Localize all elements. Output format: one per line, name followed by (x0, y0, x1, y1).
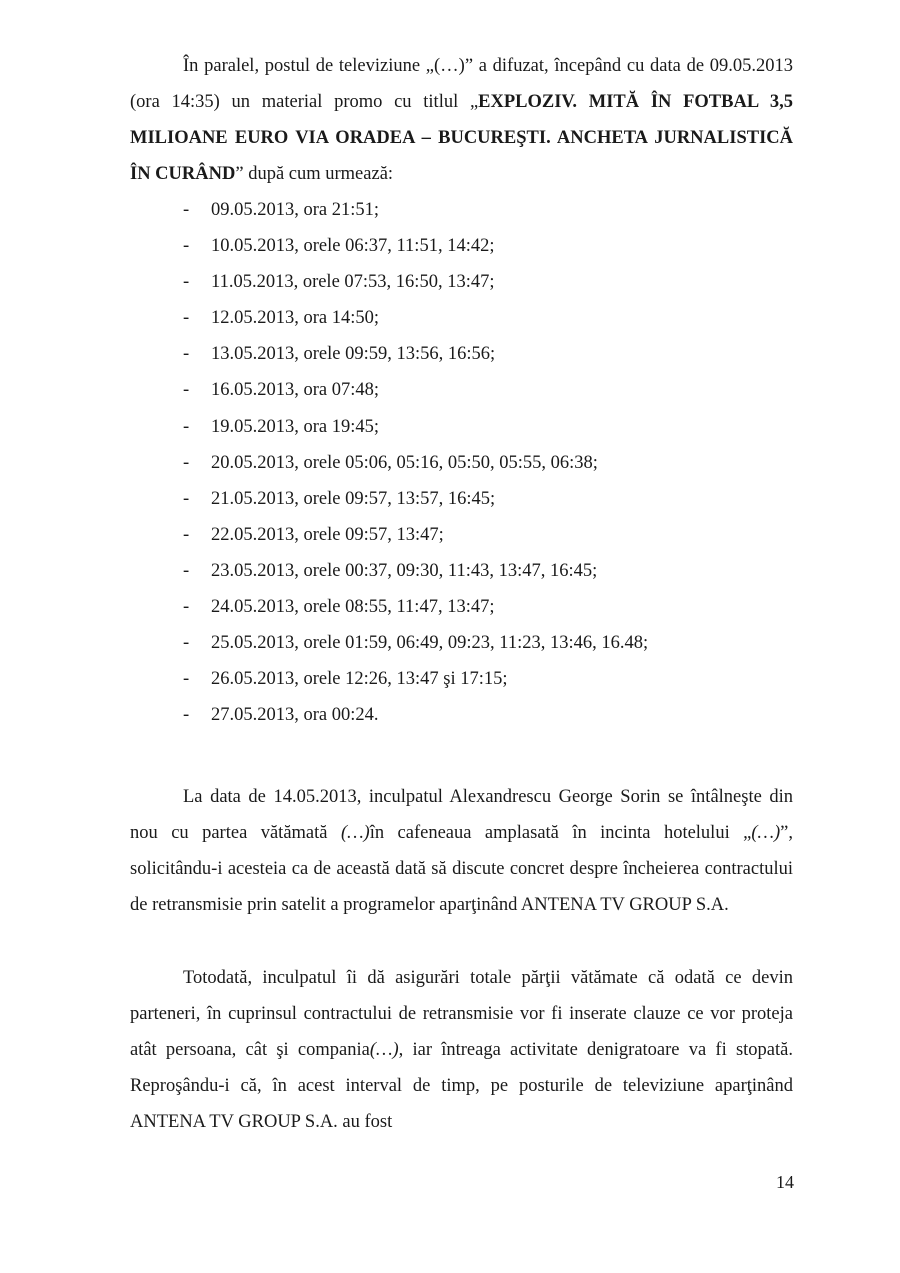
redacted-mark: (…) (751, 823, 781, 843)
list-bullet-dash: - (183, 560, 190, 581)
paragraph-text: , iar întreaga activitate denigratoare va fi stopată. Reproşându-i că, în acest interval de timp, pe posturile de televiziune aparţinând ANTENA TV GROUP S.A. au fost (130, 1040, 793, 1132)
list-bullet-dash: - (183, 488, 190, 509)
list-item-text: 26.05.2013, orele 12:26, 13:47 şi 17:15; (211, 669, 508, 690)
list-bullet-dash: - (183, 452, 190, 473)
paragraph-text: În paralel, postul de televiziune „(…)” a difuzat, începând cu data de 09.05.2013 (ora 14:35) un material promo cu titlul „ (130, 56, 793, 112)
list-item-text: 21.05.2013, orele 09:57, 13:57, 16:45; (211, 488, 496, 509)
redacted-mark: (…) (340, 823, 370, 843)
list-bullet-dash: - (183, 308, 190, 329)
paragraph-text: în cafeneaua amplasată în incinta hotelului „ (369, 823, 752, 843)
paragraph-assurances (130, 960, 793, 1140)
list-bullet-dash: - (183, 597, 190, 618)
list-bullet-dash: - (183, 705, 190, 726)
list-item-text: 10.05.2013, orele 06:37, 11:51, 14:42; (211, 236, 495, 257)
list-bullet-dash: - (183, 380, 190, 401)
list-bullet-dash: - (183, 633, 190, 654)
list-bullet-dash: - (183, 272, 190, 293)
list-item-text: 19.05.2013, ora 19:45; (211, 416, 380, 437)
list-item-text: 23.05.2013, orele 00:37, 09:30, 11:43, 13:47, 16:45; (211, 560, 598, 581)
paragraph-text: La data de 14.05.2013, inculpatul Alexandrescu George Sorin se întâlneşte din nou cu partea vătămată (130, 787, 793, 843)
list-item-text: 25.05.2013, orele 01:59, 06:49, 09:23, 11:23, 13:46, 16.48; (211, 633, 649, 654)
promo-title: EXPLOZIV. MITĂ ÎN FOTBAL 3,5 MILIOANE EURO VIA ORADEA – BUCUREŞTI. ANCHETA JURNALISTICĂ ÎN CURÂND (130, 92, 793, 184)
list-item-text: 24.05.2013, orele 08:55, 11:47, 13:47; (211, 597, 495, 618)
list-bullet-dash: - (183, 416, 190, 437)
list-bullet-dash: - (183, 669, 190, 690)
list-item-text: 22.05.2013, orele 09:57, 13:47; (211, 524, 444, 545)
paragraph-promo-intro (130, 48, 793, 192)
list-bullet-dash: - (183, 344, 190, 365)
list-bullet-dash: - (183, 236, 190, 257)
list-bullet-dash: - (183, 524, 190, 545)
list-bullet-dash: - (183, 200, 190, 220)
list-item-text: 13.05.2013, orele 09:59, 13:56, 16:56; (211, 344, 496, 365)
page-number: 14 (776, 1172, 794, 1192)
list-item-text: 27.05.2013, ora 00:24. (211, 705, 379, 726)
list-item-text: 16.05.2013, ora 07:48; (211, 380, 380, 401)
paragraph-text: Totodată, inculpatul îi dă asigurări totale părţii vătămate că odată ce devin parteneri, în cuprinsul contractului de retransmisie vor fi inserate clauze ce vor proteja atât persoana, cât şi compania (130, 968, 793, 1060)
list-item-text: 12.05.2013, ora 14:50; (211, 308, 380, 329)
paragraph-text: ”, solicitându-i acesteia ca de această dată să discute concret despre încheierea contractului de retransmisie prin satelit a programelor aparţinând ANTENA TV GROUP S.A. (130, 823, 793, 915)
paragraph-meeting (130, 779, 793, 923)
list-item-text: 20.05.2013, orele 05:06, 05:16, 05:50, 05:55, 06:38; (211, 452, 598, 473)
redacted-mark: (…) (369, 1040, 399, 1060)
list-item-text: 09.05.2013, ora 21:51; (211, 200, 380, 220)
list-item-text: 11.05.2013, orele 07:53, 16:50, 13:47; (211, 272, 495, 293)
paragraph-text: ” după cum urmează: (235, 164, 394, 184)
